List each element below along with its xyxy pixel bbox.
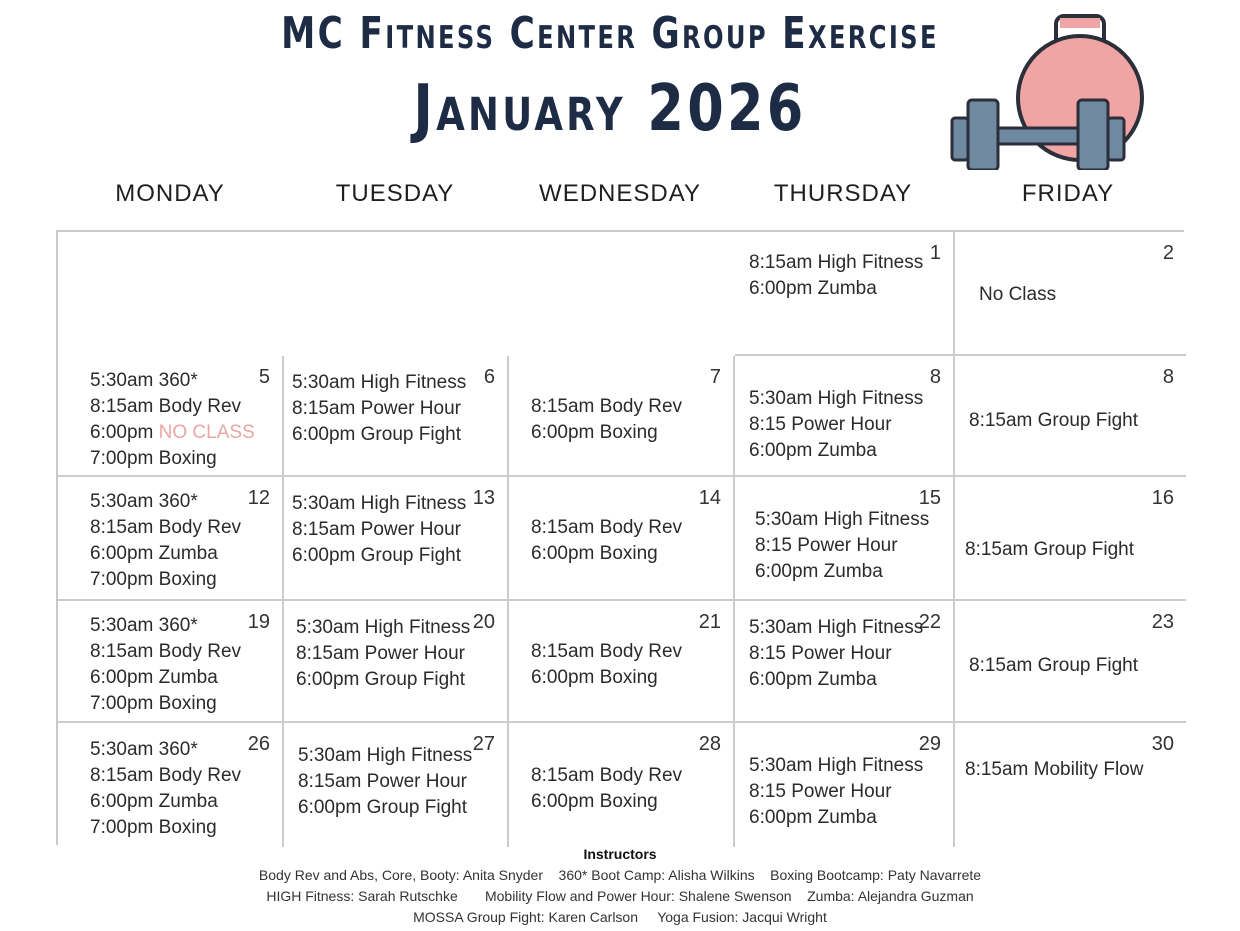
class-entry: 8:15am Body Rev [90,641,242,662]
class-list [90,737,241,841]
class-entry: 8:15 Power Hour [749,414,892,435]
day-number: 6 [483,366,495,388]
day-number: 30 [1151,733,1174,755]
day-header-wednesday: WEDNESDAY [539,180,701,207]
class-list [755,507,929,585]
day-cell-13 [284,477,509,601]
calendar-grid [56,230,1184,845]
page-title: MC Fitness Center Group Exercise [281,8,939,59]
day-number: 8 [929,366,941,388]
class-entry: 5:30am High Fitness [292,372,467,393]
day-number: 8 [1162,366,1174,388]
class-entry: 6:00pm Group Fight [298,797,467,818]
instructors-heading: Instructors [583,846,657,862]
class-entry: 6:00pm Boxing [531,543,658,564]
empty-day-cell [509,232,735,356]
class-entry: 8:15am Group Fight [969,410,1138,431]
class-entry: 7:00pm Boxing [90,693,217,714]
day-cell-27 [284,723,509,847]
class-list [531,394,682,446]
class-list [749,386,923,464]
day-number: 27 [472,733,495,755]
class-entry: 8:15 Power Hour [749,643,892,664]
class-entry: 8:15am Power Hour [292,398,461,419]
day-cell-1 [735,232,955,356]
class-list [531,639,682,691]
class-entry: 6:00pm Group Fight [292,424,461,445]
class-list [90,613,241,717]
day-cell-28 [509,723,735,847]
day-cell-21 [509,601,735,723]
instructor-line: Body Rev and Abs, Core, Booty: Anita Snyder 360* Boot Camp: Alisha Wilkins Boxing Bootcamp: Paty Navarrete [258,867,982,883]
class-list [292,370,466,448]
day-cell-29 [735,723,955,847]
class-entry: 6:00pm Group Fight [292,545,461,566]
class-entry: 8:15am Group Fight [969,655,1138,676]
empty-day-cell [284,232,509,356]
day-number: 16 [1151,487,1174,509]
day-number: 19 [247,611,270,633]
class-list [298,743,472,821]
class-entry: No Class [979,284,1057,305]
day-number: 20 [472,611,495,633]
day-number: 29 [918,733,941,755]
day-number: 1 [929,242,941,264]
class-entry: 5:30am High Fitness [296,617,471,638]
class-entry: 5:30am High Fitness [749,388,924,409]
instructor-line: HIGH Fitness: Sarah Rutschke Mobility Flow and Power Hour: Shalene Swenson Zumba: Alejandra Guzman [266,888,974,904]
day-cell-30 [955,723,1186,847]
class-list [749,250,923,302]
class-entry: 8:15 Power Hour [749,781,892,802]
class-entry: 6:00pm Zumba [749,278,877,299]
class-entry: 8:15am Group Fight [965,539,1134,560]
day-cell-5 [58,356,284,477]
class-entry: 5:30am 360* [90,491,198,512]
day-number: 15 [918,487,941,509]
day-number: 26 [247,733,270,755]
class-entry: 8:15am Mobility Flow [965,759,1144,780]
class-list [296,615,470,693]
class-entry: 6:00pm Boxing [531,791,658,812]
class-entry: 6:00pm Zumba [90,791,218,812]
day-cell-14 [509,477,735,601]
class-list [979,282,1056,308]
day-cell-12 [58,477,284,601]
class-entry: 5:30am High Fitness [292,493,467,514]
class-entry: 8:15am Body Rev [90,765,242,786]
class-entry: 6:00pm Zumba [90,543,218,564]
class-list [292,491,466,569]
day-number: 5 [258,366,270,388]
empty-day-cell [58,232,284,356]
day-header-thursday: THURSDAY [773,180,913,207]
class-entry: 8:15am High Fitness [749,252,924,273]
class-entry: 8:15am Power Hour [298,771,467,792]
class-entry: 5:30am High Fitness [298,745,473,766]
day-cell-26 [58,723,284,847]
class-entry: 8:15am Body Rev [90,517,242,538]
class-list [90,368,255,472]
class-entry: 5:30am High Fitness [755,509,930,530]
class-entry: 5:30am 360* [90,370,198,391]
class-entry: 7:00pm Boxing [90,448,217,469]
day-number: 13 [472,487,495,509]
day-cell-2 [955,232,1186,356]
class-list [969,408,1138,434]
day-number: 2 [1162,242,1174,264]
day-header-tuesday: TUESDAY [335,180,455,207]
class-entry: 5:30am 360* [90,739,198,760]
class-entry: 8:15am Power Hour [296,643,465,664]
day-cell-16 [955,477,1186,601]
class-entry: 6:00pm Boxing [531,667,658,688]
class-entry: 5:30am 360* [90,615,198,636]
class-entry: 6:00pm Zumba [749,669,877,690]
day-number: 14 [698,487,721,509]
class-entry: 7:00pm Boxing [90,569,217,590]
class-entry: 7:00pm Boxing [90,817,217,838]
day-cell-6 [284,356,509,477]
no-class-note: NO CLASS [158,422,255,443]
day-cell-22 [735,601,955,723]
day-cell-8 [735,356,955,477]
day-number: 21 [698,611,721,633]
class-entry: 8:15am Body Rev [90,396,242,417]
class-entry: 8:15 Power Hour [755,535,898,556]
day-cell-23 [955,601,1186,723]
day-number: 12 [247,487,270,509]
class-list [90,489,241,593]
class-entry: 8:15am Body Rev [531,396,683,417]
class-entry: 5:30am High Fitness [749,755,924,776]
day-number: 22 [918,611,941,633]
instructor-line: MOSSA Group Fight: Karen Carlson Yoga Fusion: Jacqui Wright [413,909,827,925]
class-list [965,537,1134,563]
day-cell-7 [509,356,735,477]
class-list [749,615,923,693]
class-entry: 8:15am Body Rev [531,517,683,538]
class-list [531,515,682,567]
day-cell-15 [735,477,955,601]
class-entry: 6:00pm Zumba [749,440,877,461]
month-title: January 2026 [413,72,807,146]
class-entry: 6:00pm Group Fight [296,669,465,690]
class-entry: 8:15am Power Hour [292,519,461,540]
day-header-monday: MONDAY [115,180,225,207]
day-number: 23 [1151,611,1174,633]
day-number: 28 [698,733,721,755]
day-header-friday: FRIDAY [1021,180,1115,207]
class-entry: 6:00pm Zumba [749,807,877,828]
class-list [749,753,923,831]
day-number: 7 [709,366,721,388]
class-list [531,763,682,815]
class-entry: 6:00pm Zumba [755,561,883,582]
class-entry: 5:30am High Fitness [749,617,924,638]
day-cell-8 [955,356,1186,477]
class-list [965,757,1143,783]
class-entry: 8:15am Body Rev [531,765,683,786]
class-entry: 8:15am Body Rev [531,641,683,662]
day-cell-19 [58,601,284,723]
class-list [969,653,1138,679]
fitness-logo [948,10,1148,170]
class-entry: 6:00pm NO CLASS [90,422,255,443]
class-entry: 6:00pm Zumba [90,667,218,688]
class-entry: 6:00pm Boxing [531,422,658,443]
day-cell-20 [284,601,509,723]
